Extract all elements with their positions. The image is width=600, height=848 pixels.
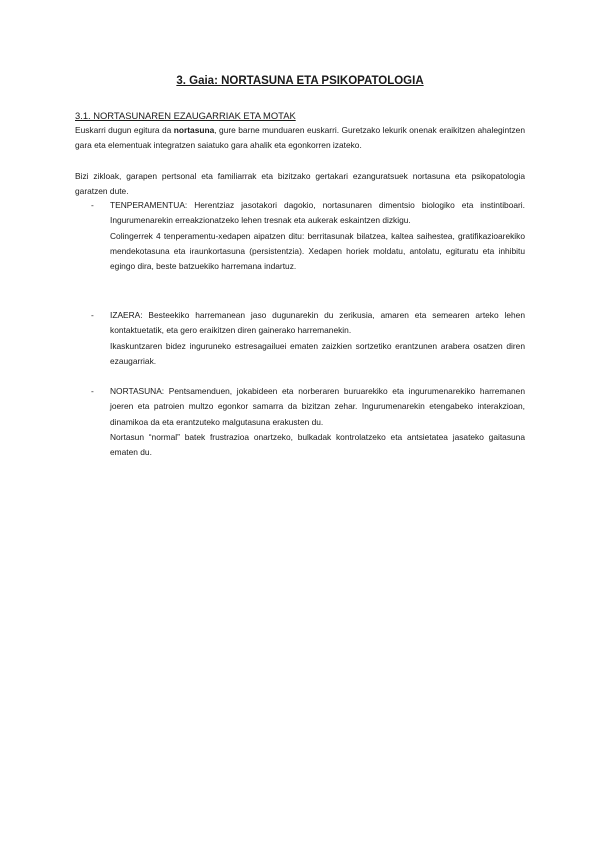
bullet-paragraph: Ikaskuntzaren bidez inguruneko estresagailuei ematen zaizkien sortzetiko erantzunen arabera osatzen diren ezaugarriak. (110, 340, 525, 366)
bullet-body (110, 308, 525, 369)
bullet-paragraph: NORTASUNA: Pentsamenduen, jokabideen eta norberaren buruarekiko eta ingurumenarekiko harremanen joeren eta patroien multzo egonkor samarra da bizitzan zehar. Ingurumenarekin etengabeko interakzioan, dinamikoa da eta erantzuteko malgutasuna erakusten du. (110, 386, 525, 427)
section-heading: 3.1. NORTASUNAREN EZAUGARRIAK ETA MOTAK (75, 110, 296, 121)
bullet-marker: - (91, 310, 94, 320)
bullet-body (110, 384, 525, 460)
intro-text-start: Euskarri dugun egitura da (75, 125, 174, 135)
bullet-marker: - (91, 386, 94, 396)
document-title: 3. Gaia: NORTASUNA ETA PSIKOPATOLOGIA (176, 75, 424, 87)
bullet-marker: - (91, 200, 94, 210)
bullet-body (110, 198, 525, 274)
bullet-paragraph: IZAERA: Besteekiko harremanean jaso dugunarekin du zerikusia, amaren eta semearen arteko lehen kontaktuetatik, eta gero eraikitzen diren gainerako harremanekin. (110, 310, 525, 336)
bullet-paragraph: Nortasun “normal” batek frustrazioa onartzeko, bulkadak kontrolatzeko eta antsietatea jasateko gaitasuna ematen du. (110, 431, 525, 458)
intro-bold-term: nortasuna (173, 125, 215, 135)
intro-paragraph (75, 123, 525, 154)
intro-text-end: , gure barne munduaren euskarri. Guretzako lekurik onenak eraikitzen ahalegintzen gara eta elementuak integratzen saiatuko gara ahalik eta egonkorren izateko. (75, 125, 525, 151)
bullet-paragraph: Colingerrek 4 tenperamentu-xedapen aipatzen ditu: berritasunak bilatzea, kaltea saihestea, gratifikazioarekiko mendekotasuna eta iraunkortasuna (persistentzia). Xedapen horiek moldatu, antolatu, egituratu eta inhibitu egingo dira, beste batzuekiko harremana indartuz. (110, 230, 525, 272)
bullet-paragraph: TENPERAMENTUA: Herentziaz jasotakori dagokio, nortasunaren dimentsio biologiko eta instintiboari. Ingurumenarekin erreakzionatzeko lehen tresnak eta aukerak eskaintzen dizkigu. (110, 200, 525, 226)
second-paragraph: Bizi zikloak, garapen pertsonal eta familiarrak eta bizitzako gertakari ezanguratsuek nortasuna eta psikopatologia garatzen dute. (75, 171, 525, 197)
